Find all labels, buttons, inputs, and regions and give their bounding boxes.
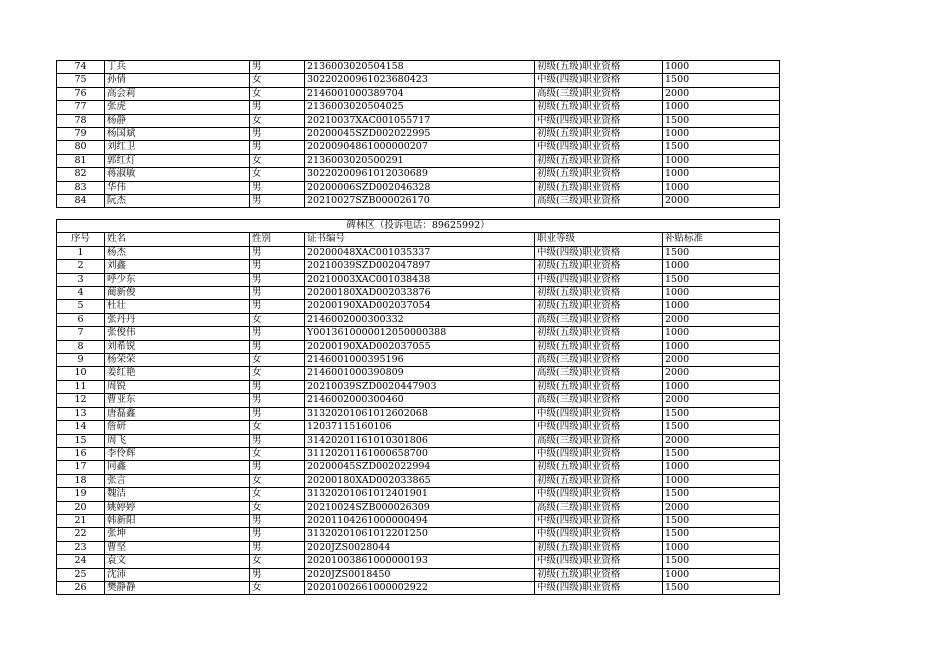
cell-index: 24 [57,555,105,568]
cell-subsidy: 1500 [663,141,780,154]
cell-index: 17 [57,461,105,474]
cell-level: 高级(三级)职业资格 [535,354,663,367]
table-row [57,447,780,460]
cell-certificate: 20201003861000000193 [305,555,535,568]
cell-certificate: 2136003020504158 [305,61,535,74]
cell-certificate: 30220200961023680423 [305,74,535,87]
cell-index: 76 [57,87,105,100]
cell-index: 21 [57,514,105,527]
cell-name: 丁兵 [105,61,250,74]
table-row [57,380,780,393]
cell-gender: 女 [250,168,305,181]
header-index: 序号 [57,233,105,246]
table-row [57,340,780,353]
header-level: 职业等级 [535,233,663,246]
cell-subsidy: 2000 [663,501,780,514]
cell-level: 中级(四级)职业资格 [535,246,663,259]
cell-subsidy: 2000 [663,195,780,208]
cell-name: 杨杰 [105,246,250,259]
cell-name: 唐磊鑫 [105,407,250,420]
cell-gender: 女 [250,87,305,100]
cell-subsidy: 2000 [663,367,780,380]
cell-level: 初级(五级)职业资格 [535,474,663,487]
cell-name: 杨国斌 [105,128,250,141]
cell-index: 8 [57,340,105,353]
cell-subsidy: 1000 [663,340,780,353]
cell-index: 19 [57,488,105,501]
table-row [57,168,780,181]
cell-index: 74 [57,61,105,74]
cell-certificate: 2146001000390809 [305,367,535,380]
cell-gender: 男 [250,128,305,141]
cell-certificate: 31320201061012602068 [305,407,535,420]
cell-name: 刘红卫 [105,141,250,154]
cell-name: 杨静 [105,114,250,127]
table-row [57,327,780,340]
cell-level: 中级(四级)职业资格 [535,141,663,154]
table-row [57,154,780,167]
cell-name: 高会莉 [105,87,250,100]
cell-subsidy: 1500 [663,581,780,594]
cell-subsidy: 1000 [663,541,780,554]
cell-index: 81 [57,154,105,167]
cell-gender: 男 [250,461,305,474]
cell-index: 14 [57,421,105,434]
cell-level: 高级(三级)职业资格 [535,394,663,407]
cell-level: 高级(三级)职业资格 [535,501,663,514]
table-row [57,74,780,87]
cell-index: 3 [57,273,105,286]
beilin-district-table [56,219,780,595]
cell-name: 姜红艳 [105,367,250,380]
cell-name: 张坤 [105,528,250,541]
cell-certificate: 2020JZS0028044 [305,541,535,554]
cell-certificate: 20210024SZB000026309 [305,501,535,514]
cell-name: 张俊伟 [105,327,250,340]
cell-level: 中级(四级)职业资格 [535,421,663,434]
cell-certificate: 2136003020500291 [305,154,535,167]
cell-name: 魏洁 [105,488,250,501]
cell-gender: 男 [250,141,305,154]
cell-gender: 男 [250,195,305,208]
cell-name: 孙倩 [105,74,250,87]
cell-subsidy: 2000 [663,354,780,367]
cell-level: 初级(五级)职业资格 [535,300,663,313]
cell-index: 83 [57,181,105,194]
cell-index: 22 [57,528,105,541]
cell-gender: 男 [250,541,305,554]
header-name: 姓名 [105,233,250,246]
cell-certificate: 20210039SZD0020447903 [305,380,535,393]
cell-index: 6 [57,313,105,326]
cell-index: 15 [57,434,105,447]
cell-name: 樊静静 [105,581,250,594]
cell-subsidy: 2000 [663,87,780,100]
cell-gender: 男 [250,514,305,527]
cell-gender: 女 [250,555,305,568]
cell-name: 曹亚东 [105,394,250,407]
cell-gender: 女 [250,421,305,434]
cell-index: 20 [57,501,105,514]
cell-subsidy: 1000 [663,260,780,273]
cell-subsidy: 1500 [663,514,780,527]
cell-name: 曹坚 [105,541,250,554]
cell-certificate: 20200045SZD002022995 [305,128,535,141]
cell-name: 郭红灯 [105,154,250,167]
cell-subsidy: 1500 [663,273,780,286]
cell-level: 初级(五级)职业资格 [535,168,663,181]
section-title-row [57,220,780,233]
cell-gender: 女 [250,501,305,514]
cell-level: 高级(三级)职业资格 [535,434,663,447]
cell-certificate: 20200006SZD002046328 [305,181,535,194]
cell-index: 26 [57,581,105,594]
cell-level: 中级(四级)职业资格 [535,447,663,460]
cell-index: 75 [57,74,105,87]
cell-level: 高级(三级)职业资格 [535,367,663,380]
cell-certificate: 2146002000300332 [305,313,535,326]
cell-certificate: 31320201061012201250 [305,528,535,541]
table-row [57,555,780,568]
cell-gender: 女 [250,114,305,127]
cell-gender: 女 [250,581,305,594]
cell-subsidy: 1500 [663,555,780,568]
cell-level: 初级(五级)职业资格 [535,287,663,300]
table-body [57,220,780,595]
cell-index: 5 [57,300,105,313]
cell-subsidy: 1000 [663,154,780,167]
cell-gender: 女 [250,74,305,87]
cell-index: 25 [57,568,105,581]
table-row [57,287,780,300]
cell-level: 初级(五级)职业资格 [535,461,663,474]
cell-subsidy: 1000 [663,327,780,340]
cell-level: 初级(五级)职业资格 [535,541,663,554]
cell-gender: 男 [250,273,305,286]
cell-certificate: 12037115160106 [305,421,535,434]
cell-index: 80 [57,141,105,154]
table-row [57,434,780,447]
cell-certificate: Y0013610000012050000388 [305,327,535,340]
table-row [57,87,780,100]
cell-level: 中级(四级)职业资格 [535,514,663,527]
cell-gender: 男 [250,434,305,447]
cell-subsidy: 2000 [663,394,780,407]
cell-subsidy: 1000 [663,380,780,393]
cell-index: 18 [57,474,105,487]
cell-gender: 男 [250,181,305,194]
cell-gender: 男 [250,300,305,313]
cell-index: 10 [57,367,105,380]
cell-name: 蒋淑敏 [105,168,250,181]
cell-gender: 男 [250,327,305,340]
cell-gender: 女 [250,154,305,167]
cell-subsidy: 1500 [663,447,780,460]
cell-certificate: 20200904861000000207 [305,141,535,154]
cell-subsidy: 1000 [663,461,780,474]
cell-subsidy: 1000 [663,181,780,194]
cell-index: 77 [57,101,105,114]
cell-index: 4 [57,287,105,300]
table-row [57,181,780,194]
cell-name: 张虎 [105,101,250,114]
cell-subsidy: 1000 [663,568,780,581]
cell-subsidy: 1500 [663,114,780,127]
table-row [57,61,780,74]
cell-certificate: 20210027SZB000026170 [305,195,535,208]
cell-subsidy: 1500 [663,246,780,259]
cell-name: 沈沛 [105,568,250,581]
cell-level: 中级(四级)职业资格 [535,488,663,501]
cell-level: 高级(三级)职业资格 [535,195,663,208]
table-row [57,581,780,594]
cell-certificate: 20200180XAD002033876 [305,287,535,300]
cell-subsidy: 1000 [663,474,780,487]
table-row [57,141,780,154]
table-row [57,461,780,474]
cell-name: 李伶辉 [105,447,250,460]
cell-gender: 男 [250,407,305,420]
cell-subsidy: 1000 [663,300,780,313]
cell-subsidy: 1000 [663,287,780,300]
cell-level: 中级(四级)职业资格 [535,407,663,420]
cell-index: 2 [57,260,105,273]
table-row [57,514,780,527]
cell-subsidy: 1000 [663,61,780,74]
cell-name: 杨荣荣 [105,354,250,367]
cell-level: 初级(五级)职业资格 [535,128,663,141]
cell-certificate: 20200048XAC001035337 [305,246,535,259]
cell-name: 华伟 [105,181,250,194]
table-row [57,101,780,114]
cell-index: 9 [57,354,105,367]
cell-level: 初级(五级)职业资格 [535,568,663,581]
cell-certificate: 2020JZS0018450 [305,568,535,581]
cell-index: 84 [57,195,105,208]
cell-subsidy: 1500 [663,74,780,87]
cell-level: 中级(四级)职业资格 [535,74,663,87]
cell-level: 中级(四级)职业资格 [535,114,663,127]
cell-index: 13 [57,407,105,420]
header-certificate: 证书编号 [305,233,535,246]
table-row [57,273,780,286]
cell-level: 初级(五级)职业资格 [535,61,663,74]
cell-level: 中级(四级)职业资格 [535,273,663,286]
cell-certificate: 31120201161000658700 [305,447,535,460]
cell-gender: 男 [250,528,305,541]
cell-subsidy: 1500 [663,407,780,420]
table-row [57,300,780,313]
cell-name: 阮杰 [105,195,250,208]
cell-subsidy: 1000 [663,101,780,114]
cell-gender: 男 [250,61,305,74]
table-row [57,474,780,487]
cell-certificate: 20210039SZD002047897 [305,260,535,273]
cell-name: 刘鑫 [105,260,250,273]
cell-certificate: 2146001000389704 [305,87,535,100]
cell-name: 周飞 [105,434,250,447]
cell-name: 张言 [105,474,250,487]
cell-index: 16 [57,447,105,460]
table-row [57,114,780,127]
cell-certificate: 20200180XAD002033865 [305,474,535,487]
cell-level: 中级(四级)职业资格 [535,581,663,594]
cell-gender: 男 [250,340,305,353]
cell-certificate: 30220200961012030689 [305,168,535,181]
table-row [57,568,780,581]
cell-gender: 女 [250,488,305,501]
cell-index: 1 [57,246,105,259]
cell-level: 初级(五级)职业资格 [535,380,663,393]
cell-gender: 女 [250,447,305,460]
cell-certificate: 20200190XAD002037055 [305,340,535,353]
subsidy-table-continued [56,60,780,208]
table-row [57,260,780,273]
header-gender: 性别 [250,233,305,246]
cell-name: 杜壮 [105,300,250,313]
cell-index: 78 [57,114,105,127]
cell-subsidy: 1500 [663,421,780,434]
cell-certificate: 20200045SZD002022994 [305,461,535,474]
cell-level: 初级(五级)职业资格 [535,340,663,353]
cell-certificate: 2146001000395196 [305,354,535,367]
cell-certificate: 20201002661000002922 [305,581,535,594]
table-row [57,195,780,208]
cell-level: 初级(五级)职业资格 [535,101,663,114]
cell-level: 中级(四级)职业资格 [535,555,663,568]
cell-level: 初级(五级)职业资格 [535,327,663,340]
cell-gender: 男 [250,260,305,273]
cell-gender: 女 [250,313,305,326]
cell-level: 中级(四级)职业资格 [535,528,663,541]
table-row [57,501,780,514]
cell-index: 23 [57,541,105,554]
table-body [57,61,780,208]
cell-certificate: 31320201061012401901 [305,488,535,501]
cell-index: 12 [57,394,105,407]
cell-gender: 男 [250,246,305,259]
table-row [57,394,780,407]
cell-gender: 女 [250,474,305,487]
cell-index: 7 [57,327,105,340]
section-title: 碑林区（投诉电话：89625992） [57,220,780,233]
cell-name: 姚婷婷 [105,501,250,514]
table-row [57,407,780,420]
cell-subsidy: 2000 [663,434,780,447]
cell-certificate: 2146002000300460 [305,394,535,407]
cell-gender: 女 [250,354,305,367]
cell-index: 82 [57,168,105,181]
cell-name: 呼少东 [105,273,250,286]
header-subsidy: 补贴标准 [663,233,780,246]
cell-name: 同鑫 [105,461,250,474]
cell-gender: 男 [250,287,305,300]
cell-subsidy: 1500 [663,528,780,541]
cell-level: 初级(五级)职业资格 [535,154,663,167]
table-row [57,367,780,380]
cell-gender: 女 [250,367,305,380]
cell-name: 张丹丹 [105,313,250,326]
cell-name: 詹研 [105,421,250,434]
cell-gender: 男 [250,394,305,407]
cell-certificate: 20200190XAD002037054 [305,300,535,313]
cell-subsidy: 1000 [663,128,780,141]
header-row [57,233,780,246]
cell-level: 初级(五级)职业资格 [535,260,663,273]
table-row [57,421,780,434]
cell-subsidy: 1500 [663,488,780,501]
cell-gender: 男 [250,101,305,114]
cell-index: 79 [57,128,105,141]
cell-name: 刘希锐 [105,340,250,353]
table-row [57,528,780,541]
cell-name: 周锐 [105,380,250,393]
cell-certificate: 31420201161010301806 [305,434,535,447]
cell-subsidy: 2000 [663,313,780,326]
table-row [57,354,780,367]
cell-level: 高级(三级)职业资格 [535,313,663,326]
table-row [57,541,780,554]
cell-subsidy: 1000 [663,168,780,181]
cell-certificate: 20201104261000000494 [305,514,535,527]
cell-level: 初级(五级)职业资格 [535,181,663,194]
table-row [57,313,780,326]
cell-gender: 男 [250,380,305,393]
cell-name: 韩新阳 [105,514,250,527]
cell-name: 袁文 [105,555,250,568]
cell-certificate: 2136003020504025 [305,101,535,114]
cell-gender: 男 [250,568,305,581]
cell-certificate: 20210037XAC001055717 [305,114,535,127]
table-row [57,246,780,259]
table-row [57,488,780,501]
cell-certificate: 20210003XAC001038438 [305,273,535,286]
cell-index: 11 [57,380,105,393]
cell-level: 高级(三级)职业资格 [535,87,663,100]
cell-name: 蔺新俊 [105,287,250,300]
table-row [57,128,780,141]
